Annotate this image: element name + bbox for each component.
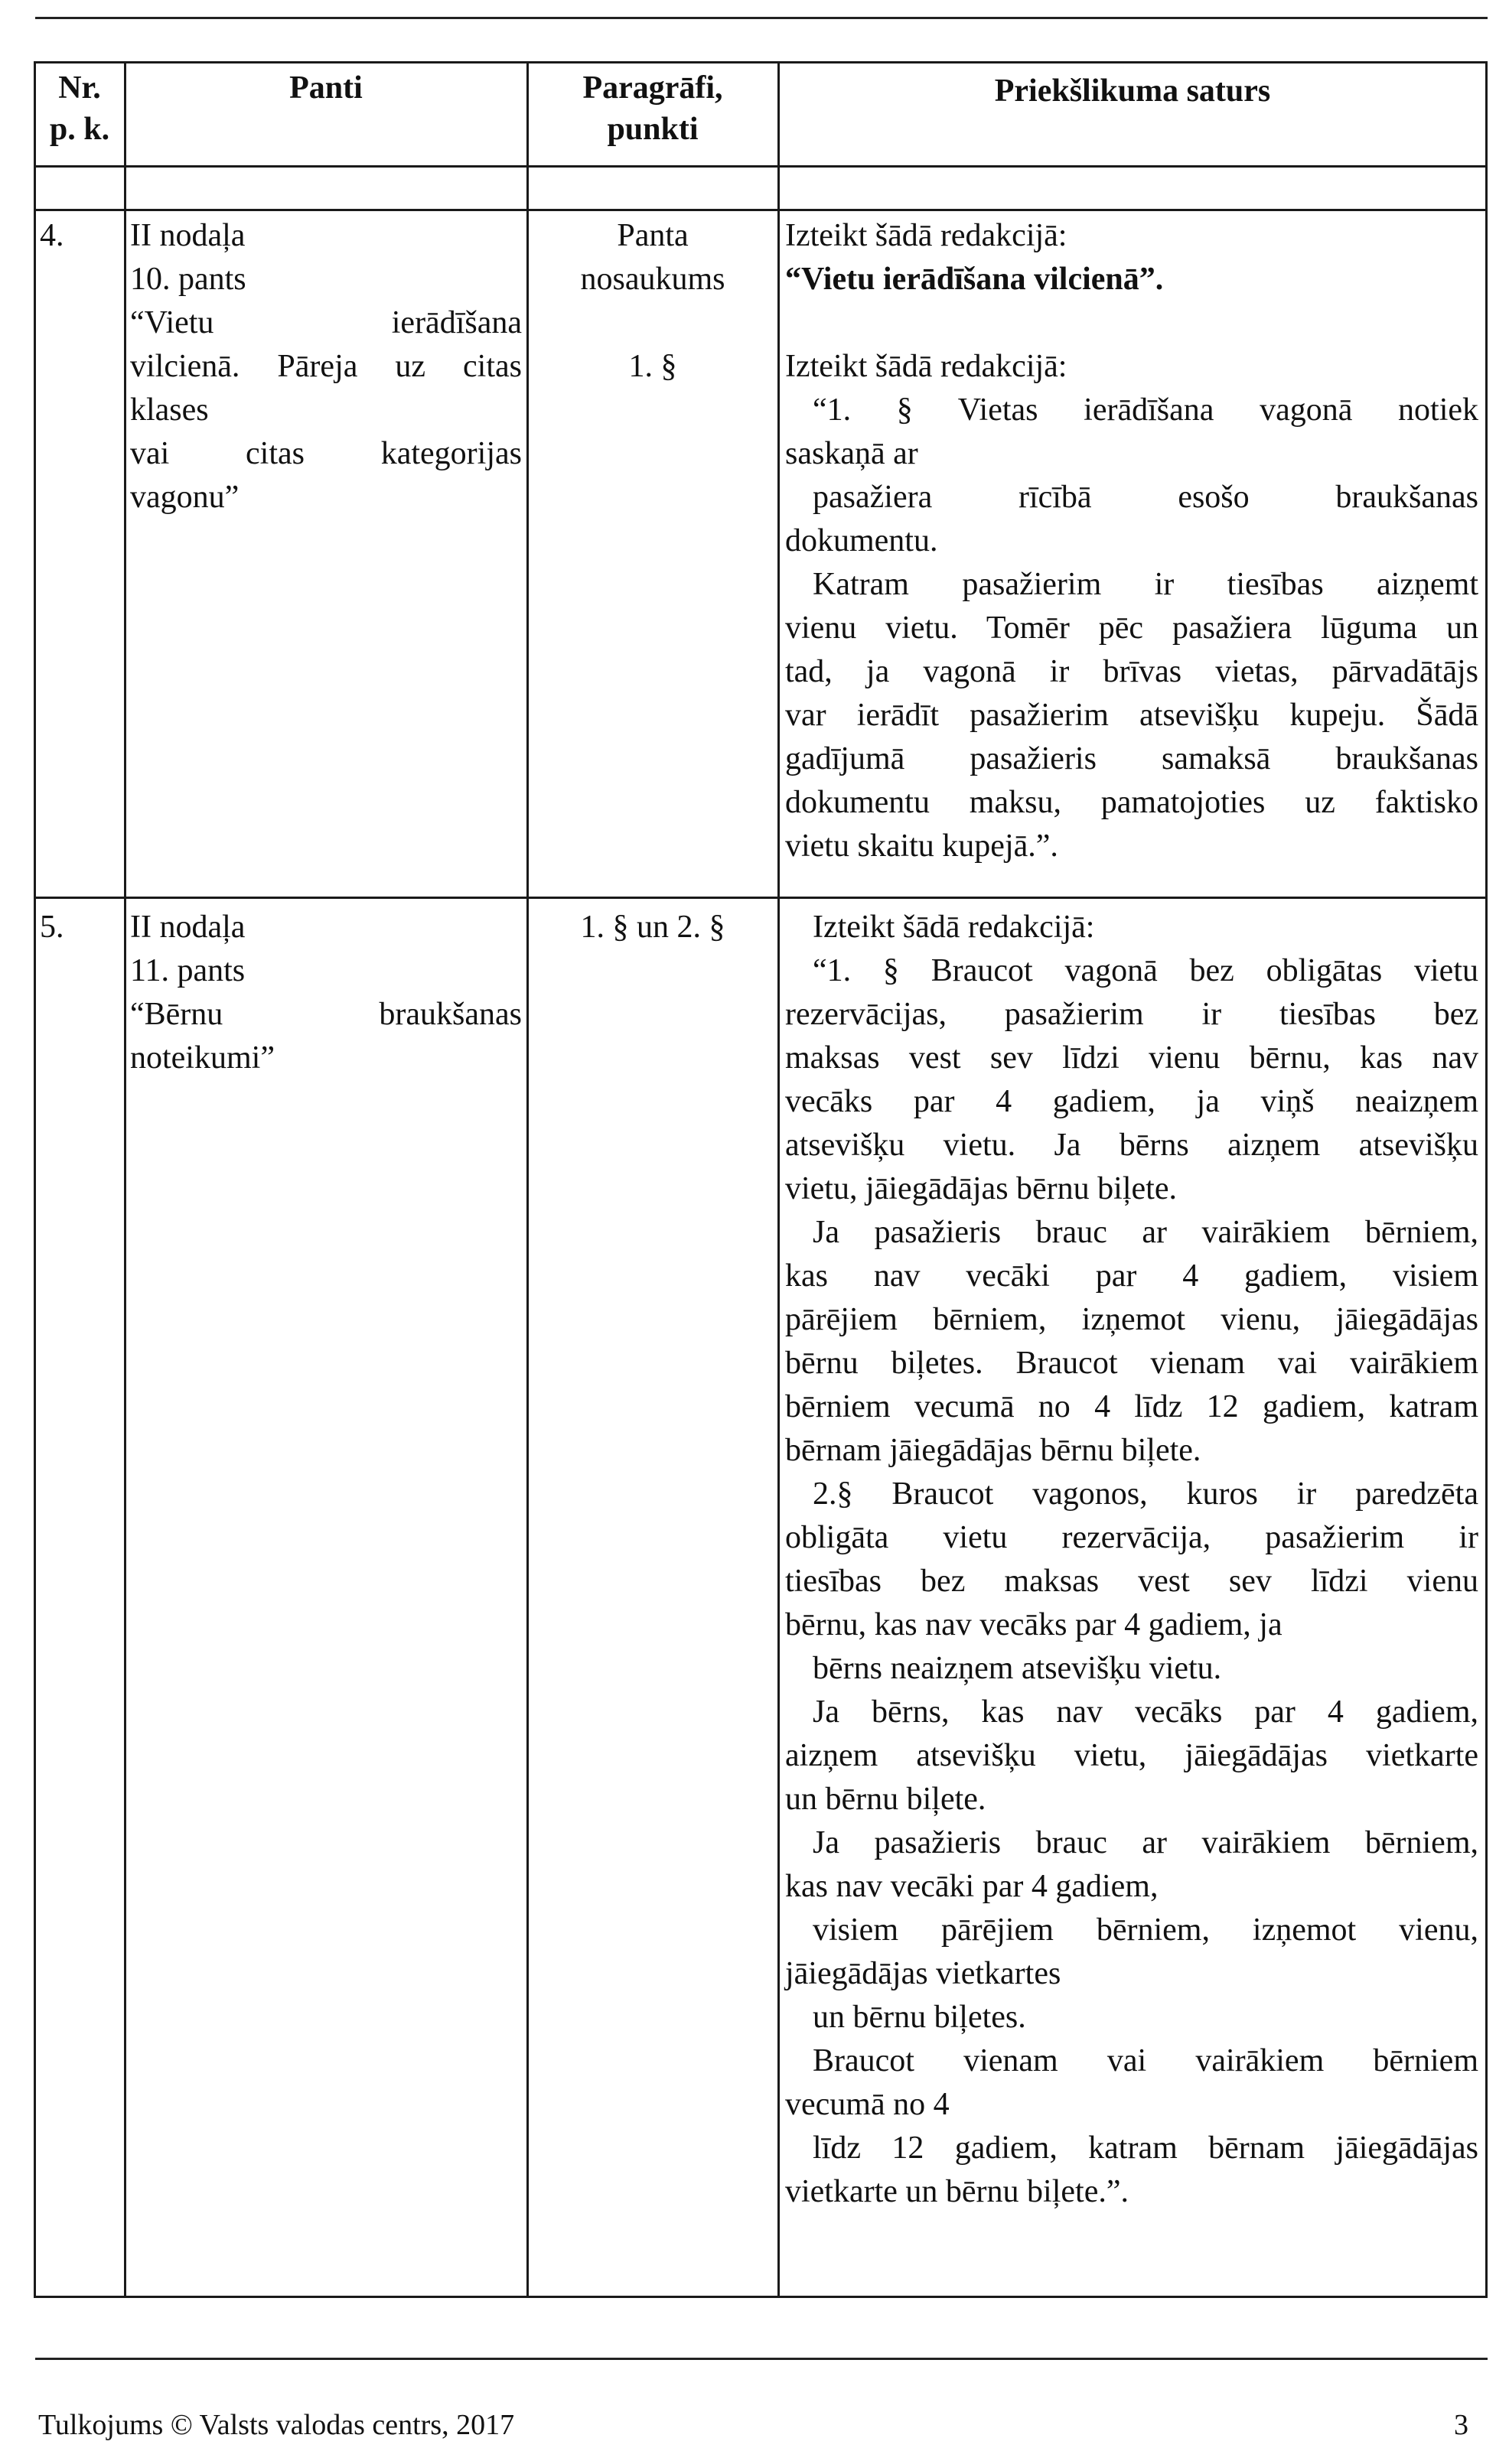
row-4-saturs-line: Katram pasažierim ir tiesības aizņemt xyxy=(813,567,1478,602)
row-4-panti-line: II nodaļa xyxy=(130,218,246,253)
row-4-saturs-line: vienu vietu. Tomēr pēc pasažiera lūguma un xyxy=(785,610,1478,646)
row-4-panti-line: vai citas kategorijas xyxy=(130,436,522,471)
row-5-nr: 5. xyxy=(40,910,64,945)
row-5-saturs-line: vecumā no 4 xyxy=(785,2087,950,2122)
row-5-saturs-line: Izteikt šādā redakcijā: xyxy=(813,910,1095,945)
col-divider-1 xyxy=(124,61,126,2298)
row-4-paragrafi xyxy=(530,214,776,389)
header-paragrafi xyxy=(530,67,776,150)
row-4-saturs-line: “Vietu ierādīšana vilcienā”. xyxy=(785,262,1164,297)
row-5-saturs-line: un bērnu biļetes. xyxy=(813,2000,1026,2035)
header-nr-line2: p. k. xyxy=(49,112,110,147)
header-panti: Panti xyxy=(289,70,363,106)
row-divider xyxy=(34,897,1488,899)
row-5-saturs-line: “1. § Braucot vagonā bez obligātas vietu xyxy=(813,953,1478,988)
row-5-saturs-line: rezervācijas, pasažierim ir tiesības bez xyxy=(785,997,1478,1032)
row-5-saturs-line: Braucot vienam vai vairākiem bērniem xyxy=(813,2043,1478,2078)
row-4-paragrafi-line: Panta xyxy=(617,218,689,253)
row-5-saturs-line: kas nav vecāki par 4 gadiem, visiem xyxy=(785,1258,1478,1294)
top-rule xyxy=(35,17,1488,19)
row-5-saturs-line: Ja pasažieris brauc ar vairākiem bērniem, xyxy=(813,1825,1478,1860)
row-5-saturs-line: bērniem vecumā no 4 līdz 12 gadiem, katram xyxy=(785,1389,1478,1424)
row-4-saturs-line: Izteikt šādā redakcijā: xyxy=(785,349,1067,384)
row-5-panti xyxy=(130,906,522,1080)
row-4-saturs-line: saskaņā ar xyxy=(785,436,918,471)
row-5-saturs-line: bērns neaizņem atsevišķu vietu. xyxy=(813,1651,1222,1686)
row-5-saturs-line: pārējiem bērniem, izņemot vienu, jāiegādājas xyxy=(785,1302,1478,1337)
page-number: 3 xyxy=(1454,2409,1468,2441)
row-4-saturs-line: dokumentu. xyxy=(785,523,938,558)
row-4-saturs-line: var ierādīt pasažierim atsevišķu kupeju. Šādā xyxy=(785,698,1478,733)
row-5-saturs-line: maksas vest sev līdzi vienu bērnu, kas nav xyxy=(785,1040,1478,1076)
row-5-saturs-line: vecāks par 4 gadiem, ja viņš neaizņem xyxy=(785,1084,1478,1119)
row-4-saturs-line: “1. § Vietas ierādīšana vagonā notiek xyxy=(813,392,1478,428)
spacer-row-divider xyxy=(34,209,1488,211)
row-5-saturs-line: tiesības bez maksas vest sev līdzi vienu xyxy=(785,1564,1478,1599)
header-divider xyxy=(34,165,1488,168)
row-5-saturs-line: obligāta vietu rezervācija, pasažierim ir xyxy=(785,1520,1478,1555)
row-4-saturs xyxy=(785,214,1478,868)
row-5-saturs-line: vietu, jāiegādājas bērnu biļete. xyxy=(785,1171,1177,1206)
row-5-saturs-line: aizņem atsevišķu vietu, jāiegādājas vietkarte xyxy=(785,1738,1478,1773)
col-divider-2 xyxy=(526,61,529,2298)
row-4-panti-line: klases xyxy=(130,392,209,428)
row-5-saturs-line: 2.§ Braucot vagonos, kuros ir paredzēta xyxy=(813,1476,1478,1512)
row-4-paragrafi-line: nosaukums xyxy=(580,262,725,297)
row-4-panti-line: vagonu” xyxy=(130,480,240,515)
row-4-panti-line: “Vietu ierādīšana xyxy=(130,305,522,340)
table-border-bottom xyxy=(34,2296,1488,2298)
row-5-saturs-line: Ja pasažieris brauc ar vairākiem bērniem, xyxy=(813,1215,1478,1250)
row-5-saturs-line: visiem pārējiem bērniem, izņemot vienu, xyxy=(813,1912,1478,1948)
row-5-paragrafi-line: 1. § un 2. § xyxy=(580,910,725,945)
row-5-saturs-line: vietkarte un bērnu biļete.”. xyxy=(785,2174,1129,2209)
row-4-saturs-line: dokumentu maksu, pamatojoties uz faktisko xyxy=(785,785,1478,820)
amendments-table xyxy=(34,61,1488,2298)
header-saturs: Priekšlikuma saturs xyxy=(994,73,1271,109)
row-5-saturs-line: līdz 12 gadiem, katram bērnam jāiegādājas xyxy=(813,2130,1478,2166)
row-4-paragrafi-line: 1. § xyxy=(628,349,677,384)
row-4-saturs-line: Izteikt šādā redakcijā: xyxy=(785,218,1067,253)
row-4-saturs-line: gadījumā pasažieris samaksā braukšanas xyxy=(785,741,1478,776)
header-paragrafi-line1: Paragrāfi, xyxy=(582,70,723,106)
row-5-panti-line: 11. pants xyxy=(130,953,246,988)
footer-rule xyxy=(35,2358,1488,2360)
row-5-saturs-line: jāiegādājas vietkartes xyxy=(785,1956,1061,1991)
row-5-saturs-line: Ja bērns, kas nav vecāks par 4 gadiem, xyxy=(813,1694,1478,1730)
row-5-saturs-line: un bērnu biļete. xyxy=(785,1782,986,1817)
row-5-panti-line: “Bērnu braukšanas xyxy=(130,997,522,1032)
col-divider-3 xyxy=(777,61,780,2298)
table-border-left xyxy=(34,61,36,2298)
header-nr xyxy=(34,67,125,150)
row-5-saturs-line: bērnam jāiegādājas bērnu biļete. xyxy=(785,1433,1201,1468)
row-4-panti-line: 10. pants xyxy=(130,262,246,297)
footer-translation-credit: Tulkojums © Valsts valodas centrs, 2017 xyxy=(38,2409,515,2441)
row-4-saturs-line: pasažiera rīcībā esošo braukšanas xyxy=(813,480,1478,515)
row-4-saturs-line: tad, ja vagonā ir brīvas vietas, pārvadātājs xyxy=(785,654,1478,689)
row-5-panti-line: II nodaļa xyxy=(130,910,246,945)
row-4-nr: 4. xyxy=(40,218,64,253)
row-5-saturs-line: kas nav vecāki par 4 gadiem, xyxy=(785,1869,1159,1904)
row-5-saturs-line: atsevišķu vietu. Ja bērns aizņem atsevišķu xyxy=(785,1128,1478,1163)
row-5-saturs-line: bērnu, kas nav vecāks par 4 gadiem, ja xyxy=(785,1607,1282,1642)
row-5-saturs xyxy=(785,906,1478,2214)
header-paragrafi-line2: punkti xyxy=(607,112,699,147)
row-5-panti-line: noteikumi” xyxy=(130,1040,275,1076)
header-nr-line1: Nr. xyxy=(58,70,101,106)
row-5-paragrafi xyxy=(530,906,776,949)
row-4-panti xyxy=(130,214,522,519)
table-border-top xyxy=(34,61,1488,63)
row-5-saturs-line: bērnu biļetes. Braucot vienam vai vairākiem xyxy=(785,1346,1478,1381)
table-border-right xyxy=(1485,61,1488,2298)
row-4-panti-line: vilcienā. Pāreja uz citas xyxy=(130,349,522,384)
row-4-saturs-line: vietu skaitu kupejā.”. xyxy=(785,828,1058,864)
